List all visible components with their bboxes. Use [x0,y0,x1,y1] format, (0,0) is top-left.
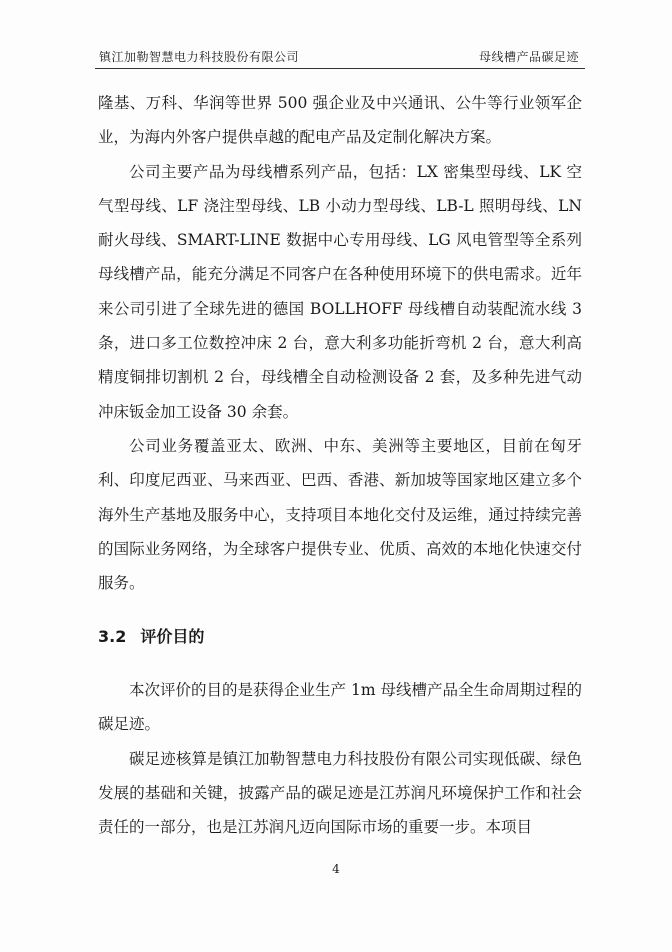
section-heading [98,624,204,647]
paragraph-continued: 隆基、万科、华润等世界 500 强企业及中兴通讯、公牛等行业领军企业，为海内外客户提供卓越的配电产品及定制化解决方案。 [98,94,582,147]
section-title: 评价目的 [140,627,205,646]
page-header [95,40,585,69]
header-company-name: 镇江加勒智慧电力科技股份有限公司 [99,50,300,64]
section-number: 3.2 [98,627,127,646]
paragraph-products: 公司主要产品为母线槽系列产品，包括：LX 密集型母线、LK 空气型母线、LF 浇注型母线、LB 小动力型母线、LB-L 照明母线、LN 耐火母线、SMART-LINE 数据中心专用母线、LG 风电管型等全系列母线槽产品，能充分满足不同客户在各种使用环境下的供电需求。近年来公司引进了全球先进的德国 BOLLHOFF 母线槽自动装配流水线 3 条，进口多工位数控冲床 2 台，意大利多功能折弯机 2 台，意大利高精度铜排切割机 2 台，母线槽全自动检测设备 2 套，及多种先进气动冲床钣金加工设备 30 余套。 [98,162,582,421]
page-number: 4 [332,862,340,876]
header-report-title: 母线槽产品碳足迹 [478,50,579,64]
paragraph-evaluation-purpose: 本次评价的目的是获得企业生产 1m 母线槽产品全生命周期过程的碳足迹。 [98,681,582,734]
paragraph-carbon-footprint: 碳足迹核算是镇江加勒智慧电力科技股份有限公司实现低碳、绿色发展的基础和关键，披露产品的碳足迹是江苏润凡环境保护工作和社会责任的一部分，也是江苏润凡迈向国际市场的重要一步。本项目 [98,749,582,837]
paragraph-global-business: 公司业务覆盖亚太、欧洲、中东、美洲等主要地区，目前在匈牙利、印度尼西亚、马来西亚、巴西、香港、新加坡等国家地区建立多个海外生产基地及服务中心，支持项目本地化交付及运维，通过持续完善的国际业务网络，为全球客户提供专业、优质、高效的本地化快速交付服务。 [98,436,582,593]
body-text-bottom [98,673,582,844]
body-text-top [98,86,582,600]
